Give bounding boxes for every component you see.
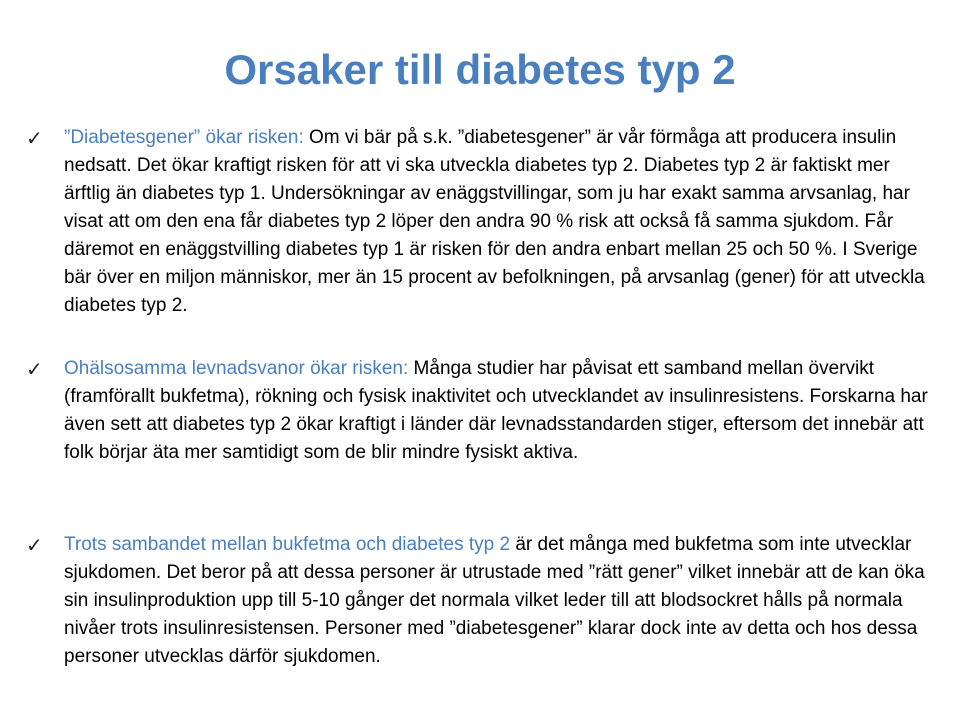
bullet-text [64,124,936,320]
bullet-body: Många studier har påvisat ett samband mellan övervikt (framförallt bukfetma), rökning och fysisk inaktivitet och utvecklandet av insulinresistens. Forskarna har även sett att diabetes typ 2 ökar kraftigt i länder där levnadsstandarden stiger, eftersom det innebär att folk börjar äta mer samtidigt som de blir mindre fysiskt aktiva. [64,358,928,463]
bullet-body: Om vi bär på s.k. ”diabetesgener” är vår förmåga att producera insulin nedsatt. Det ökar kraftigt risken för att vi ska utveckla diabetes typ 2. Diabetes typ 2 är faktiskt mer ärftlig än diabetes typ 1. Undersökningar av enäggstvillingar, som ju har exakt samma arvsanlag, har visat att om den ena får diabetes typ 2 löper den andra 90 % risk att också få samma sjukdom. Får däremot en enäggstvilling diabetes typ 1 är risken för den andra enbart mellan 25 och 50 %. I Sverige bär över en miljon människor, mer än 15 procent av befolkningen, på arvsanlag (gener) för att utveckla diabetes typ 2. [64,127,925,316]
bullet-highlight: Trots sambandet mellan bukfetma och diabetes typ 2 [64,534,511,555]
bullet-body: är det många med bukfetma som inte utvecklar sjukdomen. Det beror på att dessa personer är utrustade med ”rätt gener” vilket innebär att de kan öka sin insulinproduktion upp till 5-10 gånger det normala vilket leder till att blodsockret hålls på normala nivåer trots insulinresistensen. Personer med ”diabetesgener” klarar dock inte av detta och hos dessa personer utvecklas därför sjukdomen. [64,534,925,667]
bullet-highlight: Ohälsosamma levnadsvanor ökar risken: [64,358,409,379]
checkmark-icon: ✓ [26,533,43,557]
bullet-item-levnadsvanor [26,355,936,467]
bullet-highlight: ”Diabetesgener” ökar risken: [64,127,304,148]
bullet-text [64,531,936,671]
checkmark-icon: ✓ [26,126,43,150]
bullet-item-bukfetma [26,531,936,671]
bullet-text [64,355,936,467]
bullet-item-diabetesgener [26,124,936,320]
slide-title: Orsaker till diabetes typ 2 [224,46,736,93]
checkmark-icon: ✓ [26,357,43,381]
